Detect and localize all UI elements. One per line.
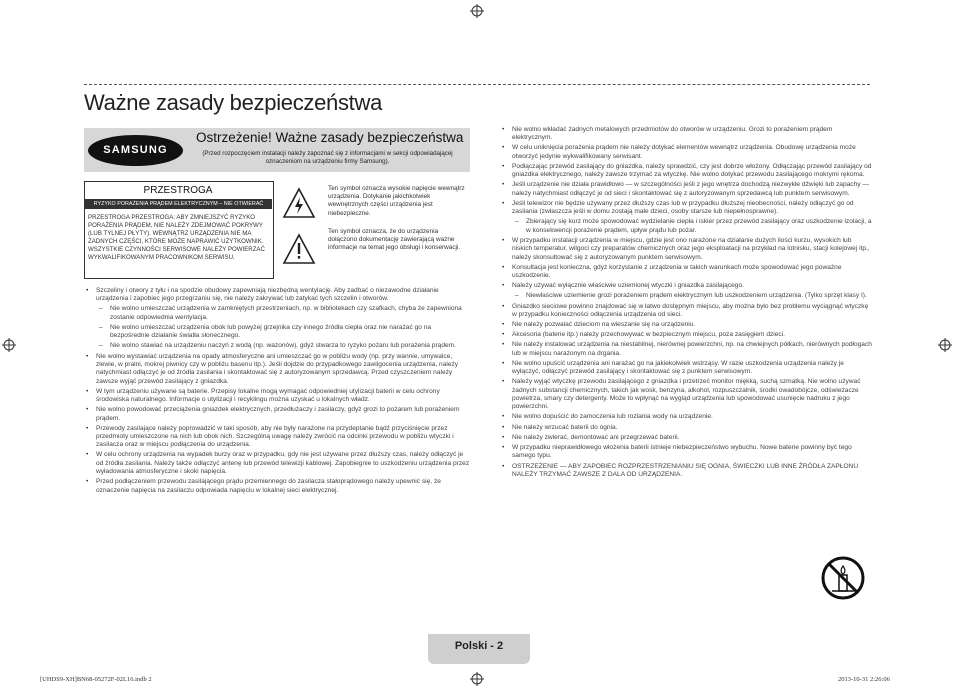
- symbol-documentation-text: Ten symbol oznacza, że do urządzenia dołączono dokumentację zawierającą ważne informacje na temat jego obsługi i konserwacji.: [328, 228, 461, 252]
- list-item: • Nie należy wrzucać baterii do ognia.: [500, 424, 872, 432]
- no-candle-icon: [820, 555, 866, 601]
- list-item: • OSTRZEŻENIE — ABY ZAPOBIEC ROZPRZESTRZENIANIU SIĘ OGNIA, ŚWIECZKI LUB INNE ŹRÓDŁA ZAPŁONU NALEŻY TRZYMAĆ ZAWSZE Z DALA OD URZĄDZENIA.: [500, 463, 872, 480]
- sub-list-item: – Nie wolno stawiać na urządzeniu naczyń z wodą (np. wazonów), gdyż stwarza to ryzyko pożaru lub porażenia prądem.: [84, 342, 470, 350]
- symbol-high-voltage-text: Ten symbol oznacza wysokie napięcie wewnątrz urządzenia. Dotykanie jakichkolwiek wewnętrznych części urządzenia jest niebezpieczne.: [328, 185, 465, 217]
- list-item: • Nie wolno dopuścić do zamoczenia lub rozlania wody na urządzenie.: [500, 413, 872, 421]
- list-item: • Przed podłączeniem przewodu zasilającego prądu przemiennego do zasilacza stałoprądowego należy upewnić się, że oznaczenie napięcia na zasilaczu odpowiada napięciu w lokalnej sieci elektrycznej.: [84, 478, 470, 495]
- warning-title: Ostrzeżenie! Ważne zasady bezpieczeństwa: [196, 130, 464, 145]
- list-item: • Należy używać wyłącznie właściwie uziemionej wtyczki i gniazdka zasilającego.: [500, 282, 872, 290]
- list-item: • Nie należy pozwalać dzieciom na wieszanie się na urządzeniu.: [500, 321, 872, 329]
- caution-title: PRZESTROGA: [143, 185, 213, 196]
- page-number: Polski - 2: [454, 640, 504, 652]
- list-item: • Nie wolno wystawiać urządzenia na opady atmosferyczne ani umieszczać go w pobliżu wody (np. przy wannie, umywalce, zlewie, w pralni, mokrej piwnicy czy w pobliżu basenu itp.). Jeśli dojdzie do przypadkowego zawilgocenia urządzenia, należy natychmiast odłączyć je od źródła zasilania i skontaktować się z autoryzowanym sprzedawcą. Przed czyszczeniem należy zawsze wyjąć przewód zasilający z gniazdka.: [84, 353, 470, 386]
- list-item: • Szczeliny i otwory z tyłu i na spodzie obudowy zapewniają niezbędną wentylację. Aby zadbać o niezawodne działanie urządzenia i zapobiec jego przegrzaniu się, nie należy zakrywać lub zatykać tych szczelin i otworów.: [84, 287, 470, 304]
- caution-bar: RYZYKO PORAŻENIA PRĄDEM ELEKTRYCZNYM – NIE OTWIERAĆ: [85, 199, 272, 209]
- registration-mark-icon: [470, 4, 484, 18]
- list-item: • W tym urządzeniu używane są baterie. Przepisy lokalne mogą wymagać odpowiedniej utylizacji baterii w celu ochrony środowiska naturalnego. Informacje o utylizacji i recyklingu można uzyskać u lokalnych władz.: [84, 388, 470, 405]
- list-item: • Nie wolno upuścić urządzenia ani narażać go na jakiekolwiek wstrząsy. W razie uszkodzenia urządzenia należy je wyłączyć, odłączyć przewód zasilający i skontaktować się z punktem serwisowym.: [500, 360, 872, 377]
- warning-subtitle: (Przed rozpoczęciem instalacji należy zapoznać się z informacjami w sekcji odpowiadającej oznaczeniom na urządzeniu firmy Samsung).: [202, 150, 453, 165]
- list-item: • W przypadku instalacji urządzenia w miejscu, gdzie jest ono narażone na działanie dużych ilości kurzu, wysokich lub niskich temperatur, wilgoci czy preparatów chemicznych oraz jego eksploatacji na przykład na lotnisku, stacji kolejowej itp., należy skonsultować się z autoryzowanym punktem serwisowym.: [500, 237, 872, 262]
- dashed-divider: [84, 84, 870, 85]
- samsung-logo: SAMSUNG: [88, 135, 183, 166]
- page-title: Ważne zasady bezpieczeństwa: [84, 90, 383, 115]
- list-item: • Konsultacja jest konieczna, gdyż korzystanie z urządzenia w takich warunkach może spowodować jego poważne uszkodzenie.: [500, 264, 872, 281]
- registration-mark-icon: [470, 672, 484, 686]
- sub-list-item: – Niewłaściwe uziemienie grozi porażeniem prądem elektrycznym lub uszkodzeniem urządzenia. (Tylko sprzęt klasy I).: [500, 292, 872, 300]
- list-item: • Przewody zasilające należy poprowadzić w taki sposób, aby nie były narażone na przydeptanie bądź przyciśnięcie przez przedmioty umieszczone na nich lub obok nich. Szczególną uwagę należy zwrócić na odcinki przewodu w pobliżu wtyczki i zasilacza oraz w miejscu podłączenia do urządzenia.: [84, 425, 470, 450]
- caution-text: PRZESTROGA PRZESTROGA: ABY ZMNIEJSZYĆ RYZYKO PORAŻENIA PRĄDEM, NIE NALEŻY ZDEJMOWAĆ POKRYWY (LUB TYLNEJ PŁYTY). WEWNĄTRZ URZĄDZENIA NIE MA ŻADNYCH CZĘŚCI, KTÓRE MOŻE NAPRAWIĆ UŻYTKOWNIK. WSZYSTKIE CZYNNOŚCI SERWISOWE NALEŻY POWIERZAĆ WYKWALIFIKOWANYM PRACOWNIKOM SERWISU.: [88, 214, 265, 261]
- list-item: • W celu ochrony urządzenia na wypadek burzy oraz w przypadku, gdy nie jest używane przez dłuższy czas, należy odłączyć je od źródła zasilania. Należy także odłączyć antenę lub przewód telewizji kablowej. Zapobiegnie to uszkodzeniu urządzenia przez wyładowania atmosferyczne i skoki napięcia.: [84, 451, 470, 476]
- list-item: • Nie należy instalować urządzenia na niestabilnej, nierównej powierzchni, np. na chwiejnych półkach, nierównych podłogach lub w miejscu narażonym na drgania.: [500, 341, 872, 358]
- sub-list-item: – Zbierający się kurz może spowodować wydzielanie ciepła i iskier przez przewód zasilający oraz uszkodzenie izolacji, a w konsekwencji porażenie prądem, upływ prądu lub pożar.: [500, 218, 872, 235]
- left-safety-list: [84, 287, 470, 497]
- right-safety-list: [500, 126, 872, 481]
- list-item: • Należy wyjąć wtyczkę przewodu zasilającego z gniazdka i przetrzeć monitor miękką, suchą szmatką. Nie wolno używać żadnych substancji chemicznych, takich jak wosk, benzyna, alkohol, rozpuszczalnik, środki owadobójcze, odświeżacze powietrza, smary czy detergenty. Może to wpłynąć na wygląd urządzenia lub spowodować usunięcie nadruku z jego powierzchni.: [500, 378, 872, 411]
- lightning-warning-icon: [282, 186, 316, 220]
- file-info: [UHDS9-XH]BN68-05272F-02L16.indb 2: [40, 676, 152, 683]
- print-date: 2013-10-31 2:26:06: [838, 676, 890, 683]
- list-item: • Nie należy zwierać, demontować ani przegrzewać baterii.: [500, 434, 872, 442]
- list-item: • W przypadku nieprawidłowego włożenia baterii istnieje niebezpieczeństwo wybuchu. Nowe baterie powinny być tego samego typu.: [500, 444, 872, 461]
- list-item: • Jeśli telewizor nie będzie używany przez dłuższy czas lub w przypadku dłuższej nieobecności, należy odłączyć go od zasilania (zwłaszcza jeśli w domu zostają małe dzieci, osoby starsze lub niepełnosprawne).: [500, 200, 872, 217]
- list-item: • W celu uniknięcia porażenia prądem nie należy dotykać elementów wewnątrz urządzenia. Obudowę urządzenia może otworzyć jedynie wykwalifikowany serwisant.: [500, 144, 872, 161]
- list-item: • Nie wolno powodować przeciążenia gniazdek elektrycznych, przedłużaczy i zasilaczy, gdyż grozi to pożarem lub porażeniem prądem.: [84, 406, 470, 423]
- exclamation-warning-icon: [282, 232, 316, 266]
- list-item: • Gniazdko sieciowe powinno znajdować się w łatwo dostępnym miejscu, aby można było bez problemu wyciągnąć wtyczkę w przypadku konieczności odłączenia urządzenia od sieci.: [500, 303, 872, 320]
- list-item: • Podłączając przewód zasilający do gniazdka, należy sprawdzić, czy jest dobrze włożony. Odłączając przewód zasilający od gniazdka elektrycznego, należy zawsze trzymać za wtyczkę. Nie wolno dotykać przewodu zasilającego mokrymi rękoma.: [500, 163, 872, 180]
- list-item: • Nie wolno wkładać żadnych metalowych przedmiotów do otworów w urządzeniu. Grozi to porażeniem prądem elektrycznym.: [500, 126, 872, 143]
- list-item: • Akcesoria (baterie itp.) należy przechowywać w bezpiecznym miejscu, poza zasięgiem dzieci.: [500, 331, 872, 339]
- sub-list-item: – Nie wolno umieszczać urządzenia w zamkniętych przestrzeniach, np. w bibliotekach czy szafkach, chyba że zapewniona zostanie odpowiednia wentylacja.: [84, 305, 470, 322]
- registration-mark-icon: [938, 338, 952, 352]
- registration-mark-icon: [2, 338, 16, 352]
- list-item: • Jeśli urządzenie nie działa prawidłowo — w szczególności jeśli z jego wnętrza dochodzą niezwykłe dźwięki lub zapachy — należy natychmiast odłączyć je od sieci i skontaktować się z autoryzowanym sprzedawcą lub punktem serwisowym.: [500, 181, 872, 198]
- sub-list-item: – Nie wolno umieszczać urządzenia obok lub powyżej grzejnika czy innego źródła ciepła oraz nie narażać go na bezpośrednie działanie światła słonecznego.: [84, 324, 470, 341]
